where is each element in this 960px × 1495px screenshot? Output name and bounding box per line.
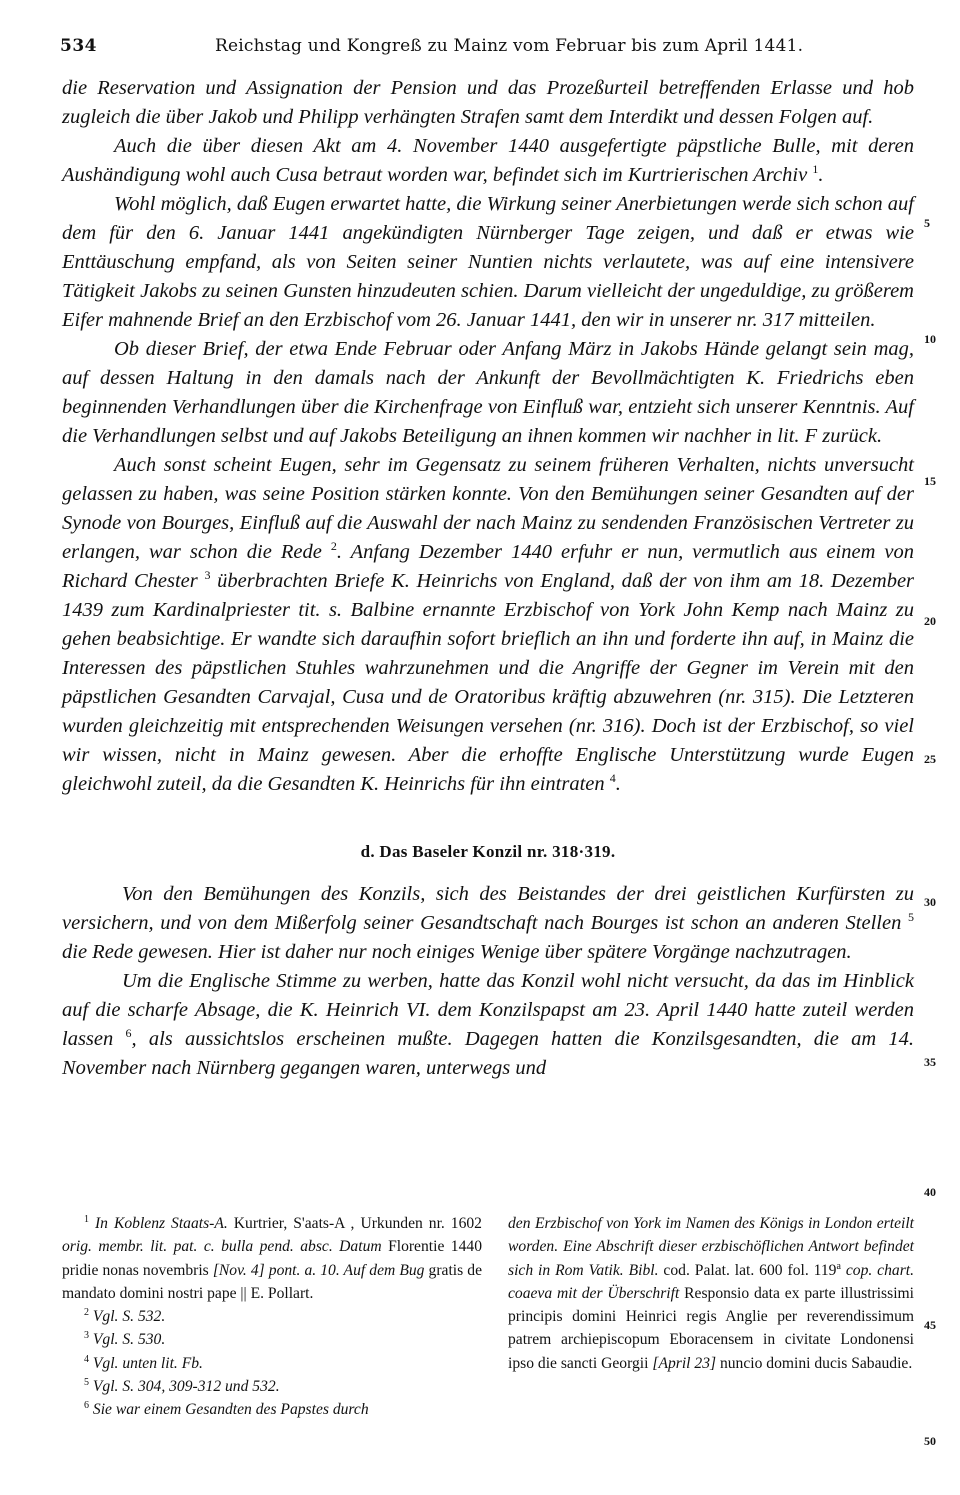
line-number-25: 25 bbox=[924, 752, 936, 766]
footnote-1-roman-3: gratis de mandato domini nostri pape || E. Pollart. bbox=[62, 1261, 482, 1302]
footnote-6-cont-roman-2: Responsio data ex parte illustrissimi principis domini Heinrici regis Anglie per reverendissimum patrem archiepiscopum Eboracensem in civitate Londonensi ipso die sancti Georgii bbox=[508, 1284, 914, 1372]
line-number-50: 50 bbox=[924, 1434, 936, 1448]
footnote-ref-1[interactable]: 1 bbox=[812, 162, 819, 177]
footnote-4-text: Vgl. unten lit. Fb. bbox=[92, 1354, 203, 1372]
footnote-ref-6[interactable]: 6 bbox=[125, 1026, 132, 1041]
footnote-1-italic-1: In Koblenz Staats-A. bbox=[94, 1215, 228, 1232]
footnote-1-mark: 1 bbox=[84, 1213, 89, 1225]
footnote-6-cont-italic-3: [April 23] bbox=[652, 1354, 717, 1372]
paragraph-5-text-b: Anfang Dezember 1440 erfuhr er nun, vermutlich aus einem von Richard Chester bbox=[62, 541, 914, 592]
footnote-6-text: Sie war einem Gesandten des Papstes durch bbox=[92, 1401, 369, 1419]
footnote-ref-2[interactable]: 2 bbox=[330, 539, 337, 554]
footnote-2-mark: 2 bbox=[84, 1307, 89, 1318]
footnote-6-cont-sup: a bbox=[836, 1260, 841, 1272]
running-head: Reichstag und Kongreß zu Mainz vom Februar bis zum April 1441. bbox=[215, 36, 804, 56]
footnote-6-cont-italic-2: cop. chart. coaeva mit der Überschrift bbox=[508, 1261, 915, 1302]
paragraph-4: Ob dieser Brief, der etwa Ende Februar oder Anfang März in Jakobs Hände gelangt sein mag, auf dessen Haltung in den damals nach der Ankunft der Bevollmächtigten K. Friedrichs eben beginnenden Verhandlungen über die Kirchenfrage von Einfluß war, entzieht sich unserer Kenntnis. Auf die Verhandlungen selbst und auf Jakobs Beteiligung an ihnen kommen wir nachher in lit. F zurück. bbox=[62, 338, 914, 447]
footnote-6-cont-roman-3: nuncio domini ducis Sabaudie. bbox=[716, 1354, 913, 1372]
section-paragraph-2 bbox=[62, 967, 914, 1083]
footnote-1-roman-1: Kurtrier, S'aats-A , Urkunden nr. 1602 bbox=[227, 1215, 482, 1232]
line-number-35: 35 bbox=[924, 1055, 936, 1069]
paragraph-2: Auch die über diesen Akt am 4. November 1440 ausgefertigte päpstliche Bulle, mit deren Aushändigung wohl auch Cusa betraut worden war, befindet sich im Kurtrierischen Archiv $^1$. bbox=[62, 135, 914, 186]
paragraph-5-text-a: Auch sonst scheint Eugen, sehr im Gegensatz zu seinem früheren Verhalten, nichts unversucht gelassen zu haben, was seine Position stärken konnte. Von den Bemühungen seiner Gesandten auf der Synode von Bourges, Einfluß auf die Auswahl der nach Mainz zu sendenden Französischen Vertreter zu erlangen, war schon die Rede bbox=[62, 454, 914, 563]
paragraph-1: die Reservation und Assignation der Pension und das Prozeßurteil betreffenden Erlasse und hob zugleich die über Jakob und Philipp verhängten Strafen samt dem Interdikt und dessen Folgen auf. bbox=[62, 77, 914, 128]
footnote-1-italic-2: orig. membr. lit. pat. c. bulla pend. absc. Datum bbox=[62, 1238, 382, 1256]
footnote-ref-5[interactable]: 5 bbox=[908, 910, 914, 925]
footnote-6-cont-roman-1: cod. Palat. lat. 600 fol. 119 bbox=[658, 1261, 837, 1279]
footnotes-right-column bbox=[508, 1212, 914, 1375]
paragraph-5: Auch sonst scheint Eugen, sehr im Gegensatz zu seinem früheren Verhalten, nichts unversucht gelassen zu haben, was seine Position stärken konnte. Von den Bemühungen seiner Gesandten auf der Synode von Bourges, Einfluß auf die Auswahl der nach Mainz zu sendenden Französischen Vertreter zu erlangen, war schon die Rede $^2$. Anfang Dezember 1440 erfuhr er nun, vermutlich aus einem von Richard Chester $^3$ überbrachten Briefe K. Heinrichs von England, daß der von ihm am 18. Dezember 1439 zum Kardinalpriester tit. s. Balbine ernannte Erzbischof von York John Kemp nach Mainz zu gehen beabsichtige. Er wandte sich daraufhin sofort brieflich an ihn und forderte ihn auf, in Mainz die Interessen des päpstlichen Stuhles wahrzunehmen und die Angriffe der Gegner im Verein mit den päpstlichen Gesandten Carvajal, Cusa und de Oratoribus kräftig abzuwehren (nr. 315). Die Letzteren wurden gleichzeitig mit entsprechenden Weisungen versehen (nr. 316). Doch ist der Erzbischof, so viel wir wissen, nicht in Mainz gewesen. Aber die erhoffte Englische Unterstützung wurde Eugen gleichwohl zuteil, da die Gesandten K. Heinrichs für ihn eintraten $^4$. bbox=[62, 454, 915, 795]
footnote-5-text: Vgl. S. 304, 309-312 und 532. bbox=[92, 1378, 280, 1396]
section-heading: d. Das Baseler Konzil nr. 318·319. bbox=[360, 842, 616, 861]
page-number: 534 bbox=[60, 36, 97, 56]
footnote-4-mark: 4 bbox=[84, 1353, 89, 1365]
footnote-1-roman-2: Florentie 1440 pridie nonas novembris bbox=[62, 1238, 482, 1279]
line-number-45: 45 bbox=[924, 1318, 936, 1332]
footnote-1-italic-3: [Nov. 4] pont. a. 10. Auf dem Bug bbox=[212, 1261, 425, 1279]
paragraph-5-text-c: überbrachten Briefe K. Heinrichs von England, daß der von ihm am 18. Dezember 1439 zum Kardinalpriester tit. s. Balbine ernannte Erzbischof von York John Kemp nach Mainz zu gehen beabsichtige. Er wandte sich daraufhin sofort brieflich an ihn und forderte ihn auf, in Mainz die Interessen des päpstlichen Stuhles wahrzunehmen und die Angriffe der Gegner im Verein mit den päpstlichen Gesandten Carvajal, Cusa und de Oratoribus kräftig abzuwehren (nr. 315). Die Letzteren wurden gleichzeitig mit entsprechenden Weisungen versehen (nr. 316). Doch ist der Erzbischof, so viel wir wissen, nicht in Mainz gewesen. Aber die erhoffte Englische Unterstützung wurde Eugen gleichwohl zuteil, da die Gesandten K. Heinrichs für ihn eintraten bbox=[62, 570, 915, 795]
footnote-6-mark: 6 bbox=[84, 1400, 89, 1412]
footnote-6-continued bbox=[508, 1212, 914, 1375]
paragraph-2-text: Auch die über diesen Akt am 4. November 1440 ausgefertigte päpstliche Bulle, mit deren Aushändigung wohl auch Cusa betraut worden war, befindet sich im Kurtrierischen Archiv bbox=[62, 135, 914, 186]
section-paragraph-2-text-a: Um die Englische Stimme zu werben, hatte das Konzil wohl nicht versucht, da das im Hinblick auf die scharfe Absage, die K. Heinrich VI. dem Konzilspapst am 23. April 1440 hatte zuteil werden lassen bbox=[62, 970, 914, 1050]
main-text bbox=[62, 74, 914, 1083]
footnote-6-cont-italic-1: den Erzbischof von York im Namen des Königs in London erteilt worden. Eine Abschrift dieser erzbischöflichen Antwort befindet sich in Rom Vatik. Bibl. bbox=[508, 1215, 914, 1279]
footnote-5 bbox=[62, 1375, 482, 1398]
footnote-2-text: Vgl. S. 532. bbox=[92, 1308, 166, 1326]
line-number-15: 15 bbox=[924, 474, 936, 488]
footnotes bbox=[62, 1212, 914, 1452]
footnote-5-mark: 5 bbox=[84, 1376, 89, 1388]
footnote-1 bbox=[62, 1212, 482, 1305]
footnote-ref-3[interactable]: 3 bbox=[204, 568, 211, 583]
line-number-40: 40 bbox=[924, 1185, 936, 1199]
line-number-30: 30 bbox=[924, 895, 936, 909]
line-number-5: 5 bbox=[924, 216, 930, 230]
footnote-3-mark: 3 bbox=[84, 1330, 89, 1342]
footnotes-left-column bbox=[62, 1212, 482, 1422]
footnote-4 bbox=[62, 1352, 482, 1375]
footnote-3 bbox=[62, 1328, 482, 1351]
page-header bbox=[60, 36, 900, 60]
footnote-3-text: Vgl. S. 530. bbox=[92, 1331, 166, 1349]
section-paragraph-1-text-a: Von den Bemühungen des Konzils, sich des Beistandes der drei geistlichen Kurfürsten zu versichern, und von dem Mißerfolg seiner Gesandtschaft nach Bourges ist schon an anderen Stellen bbox=[62, 883, 914, 934]
section-paragraph-2-text-b: , als aussichtslos erscheinen mußte. Dagegen hatten die Konzilsgesandten, die am 14. November nach Nürnberg gegangen waren, unterwegs und bbox=[62, 1028, 914, 1079]
paragraph-3: Wohl möglich, daß Eugen erwartet hatte, die Wirkung seiner Anerbietungen werde sich schon auf dem für den 6. Januar 1441 angekündigten Nürnberger Tage zeigen, und daß er etwas wie Enttäuschung empfand, als von Seiten seiner Nuntien nichts verlautete, was auf eine intensivere Tätigkeit Jakobs zu seinen Gunsten hinzudeuten schien. Darum vielleicht der ungeduldige, zu größerem Eifer mahnende Brief an den Erzbischof vom 26. Januar 1441, den wir in unserer nr. 317 mitteilen. bbox=[62, 193, 914, 331]
footnote-6 bbox=[62, 1398, 482, 1421]
section-paragraph-1-text-b: die Rede gewesen. Hier ist daher nur noch einiges Wenige über spätere Vorgänge nachzutragen. bbox=[62, 941, 852, 963]
line-number-20: 20 bbox=[924, 614, 936, 628]
footnote-2 bbox=[62, 1305, 482, 1328]
section-paragraph-1 bbox=[62, 880, 914, 967]
line-number-10: 10 bbox=[924, 332, 936, 346]
footnote-ref-4[interactable]: 4 bbox=[609, 771, 616, 786]
